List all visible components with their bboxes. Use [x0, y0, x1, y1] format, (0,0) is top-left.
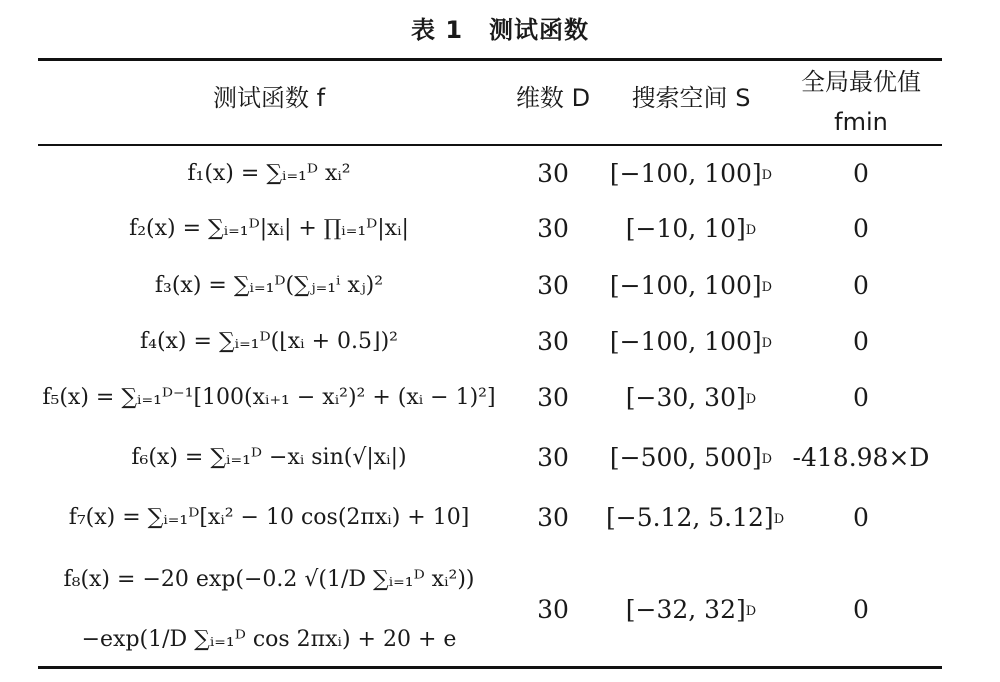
fmin-cell: 0 — [853, 383, 869, 412]
dimension-cell: 30 — [537, 443, 569, 472]
header-dimension: 维数 D — [515, 84, 591, 112]
space-cell: [−100, 100]$^D$ — [609, 327, 773, 356]
top-rule — [38, 58, 942, 61]
header-rule — [38, 144, 942, 146]
header-fmin-line1: 全局最优值 — [801, 68, 921, 96]
table-title: 测试函数 — [489, 16, 590, 44]
dimension-cell: 30 — [537, 214, 569, 243]
fmin-cell: 0 — [853, 271, 869, 300]
header-function: 测试函数 f — [212, 84, 326, 112]
space-cell: [−5.12, 5.12]$^D$ — [606, 503, 785, 532]
formula-cell: f₇(x) = ∑ᵢ₌₁ᴰ[xᵢ² − 10 cos(2πxᵢ) + 10] — [68, 505, 470, 530]
header-fmin-line2: fmin — [834, 108, 888, 136]
formula-cell-line2: −exp(1/D ∑ᵢ₌₁ᴰ cos 2πxᵢ) + 20 + e — [81, 627, 457, 652]
space-cell: [−100, 100]$^D$ — [609, 271, 773, 300]
table-number: 表 1 — [410, 16, 464, 44]
formula-cell: f₃(x) = ∑ᵢ₌₁ᴰ(∑ⱼ₌₁ⁱ xⱼ)² — [154, 273, 384, 298]
space-cell: [−32, 32]$^D$ — [625, 595, 757, 624]
dimension-cell: 30 — [537, 383, 569, 412]
dimension-cell: 30 — [537, 503, 569, 532]
header-space: 搜索空间 S — [631, 84, 751, 112]
formula-cell-line1: f₈(x) = −20 exp(−0.2 √(1/D ∑ᵢ₌₁ᴰ xᵢ²)) — [63, 567, 475, 592]
dimension-cell: 30 — [537, 159, 569, 188]
space-cell: [−500, 500]$^D$ — [609, 443, 773, 472]
formula-cell: f₂(x) = ∑ᵢ₌₁ᴰ|xᵢ| + ∏ᵢ₌₁ᴰ|xᵢ| — [129, 216, 409, 241]
dimension-cell: 30 — [537, 327, 569, 356]
space-cell: [−10, 10]$^D$ — [625, 214, 757, 243]
fmin-cell: -418.98×D — [792, 443, 930, 472]
table-caption — [0, 10, 1000, 45]
space-cell: [−100, 100]$^D$ — [609, 159, 773, 188]
fmin-cell: 0 — [853, 214, 869, 243]
dimension-cell: 30 — [537, 595, 569, 624]
fmin-cell: 0 — [853, 327, 869, 356]
space-cell: [−30, 30]$^D$ — [625, 383, 757, 412]
fmin-cell: 0 — [853, 503, 869, 532]
formula-cell: f₄(x) = ∑ᵢ₌₁ᴰ(⌊xᵢ + 0.5⌋)² — [139, 329, 399, 354]
formula-cell: f₅(x) = ∑ᵢ₌₁ᴰ⁻¹[100(xᵢ₊₁ − xᵢ²)² + (xᵢ − 1)²] — [42, 385, 496, 410]
fmin-cell: 0 — [853, 595, 869, 624]
bottom-rule — [38, 666, 942, 669]
fmin-cell: 0 — [853, 159, 869, 188]
formula-cell: f₁(x) = ∑ᵢ₌₁ᴰ xᵢ² — [187, 161, 351, 186]
dimension-cell: 30 — [537, 271, 569, 300]
formula-cell: f₆(x) = ∑ᵢ₌₁ᴰ −xᵢ sin(√|xᵢ|) — [131, 445, 407, 470]
